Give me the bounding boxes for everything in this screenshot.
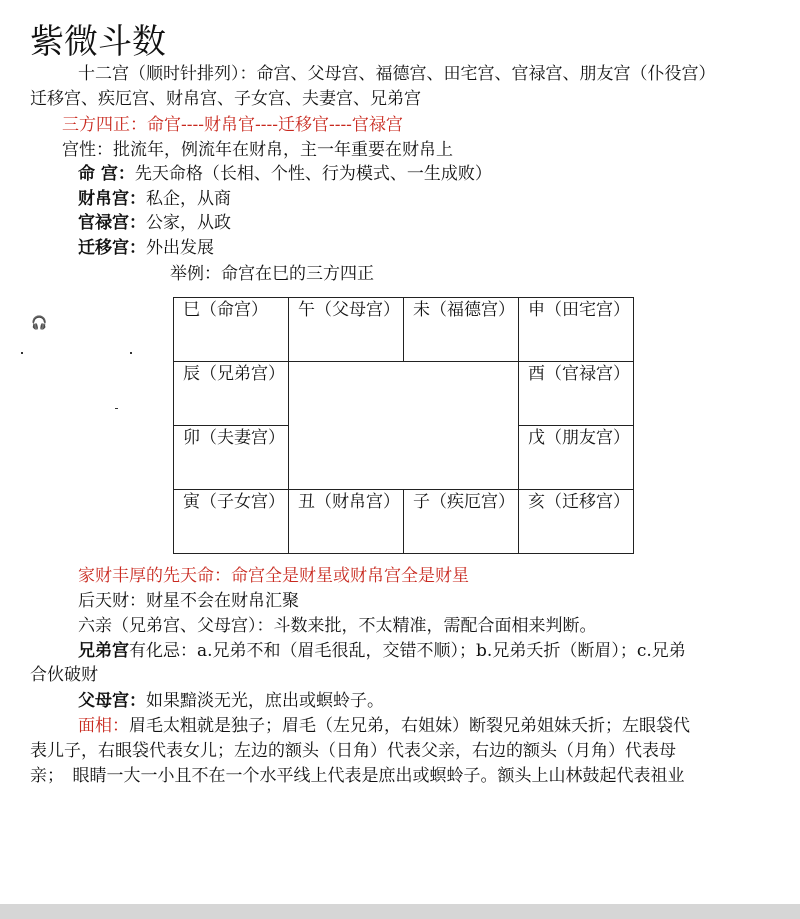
xiongdi-line1 — [78, 639, 686, 663]
def-caibo — [78, 187, 231, 211]
page-bottom-bar — [0, 904, 800, 919]
chart-cell-you: 酉（官禄宫） — [519, 362, 634, 426]
def-ming — [78, 162, 492, 186]
chart-cell-zi: 子（疾厄宫） — [404, 490, 519, 554]
gongxing-line: 宫性：批流年，例流年在财帛，主一年重要在财帛上 — [62, 140, 453, 160]
wealth-heading: 家财丰厚的先天命：命宫全是财星或财帛宫全是财星 — [78, 566, 469, 586]
headphones-icon: 🎧 — [31, 316, 48, 331]
def-term: 财帛宫： — [78, 189, 146, 209]
def-desc: 外出发展 — [146, 238, 214, 258]
liuqin-line: 六亲（兄弟宫、父母宫）：斗数来批，不太精准，需配合面相来判断。 — [78, 616, 597, 636]
chart-cell-mao: 卯（夫妻宫） — [174, 426, 289, 490]
mianxiang-line3: 亲； 眼睛一大一小且不在一个水平线上代表是庶出或螟蛉子。额头上山林鼓起代表祖业 — [30, 766, 685, 786]
palaces-intro-line2: 迁移宫、疾厄宫、财帛宫、子女宫、夫妻宫、兄弟宫 — [30, 89, 421, 109]
stray-dot — [21, 352, 23, 354]
stray-dot — [130, 352, 132, 354]
xiongdi-term: 兄弟宫 — [78, 641, 129, 661]
example-caption: 举例：命宫在巳的三方四正 — [170, 264, 374, 284]
fumu-term: 父母宫： — [78, 691, 146, 711]
def-qianyi — [78, 236, 214, 260]
chart-cell-wei: 未（福德宫） — [404, 298, 519, 362]
def-term: 命 宫： — [78, 164, 135, 184]
fumu-desc: 如果黯淡无光，庶出或螟蛉子。 — [146, 691, 384, 711]
chart-cell-chou: 丑（财帛宫） — [289, 490, 404, 554]
xiongdi-desc: 有化忌：a.兄弟不和（眉毛很乱，交错不顺）；b.兄弟夭折（断眉）；c.兄弟 — [129, 641, 686, 661]
sanfang-sizheng: 三方四正：命官----财帛官----迁移官----官禄宫 — [62, 115, 403, 135]
chart-center — [289, 362, 519, 490]
chart-cell-chen: 辰（兄弟宫） — [174, 362, 289, 426]
def-desc: 先天命格（长相、个性、行为模式、一生成败） — [134, 164, 492, 184]
chart-cell-yin: 寅（子女宫） — [174, 490, 289, 554]
palaces-intro-line1: 十二宫（顺时针排列）：命宫、父母宫、福德宫、田宅宫、官禄宫、朋友宫（仆役宫） — [78, 64, 716, 84]
palace-chart — [173, 297, 634, 554]
fumu-line — [78, 689, 384, 713]
chart-cell-si: 巳（命宫） — [174, 298, 289, 362]
mianxiang-term: 面相： — [78, 716, 129, 736]
def-desc: 公家，从政 — [146, 213, 231, 233]
mianxiang-desc: 眉毛太粗就是独子；眉毛（左兄弟，右姐妹）断裂兄弟姐妹夭折；左眼袋代 — [129, 716, 690, 736]
mianxiang-line1 — [78, 714, 690, 738]
chart-cell-hai: 亥（迁移宫） — [519, 490, 634, 554]
chart-cell-wu: 午（父母宫） — [289, 298, 404, 362]
def-guanlu — [78, 211, 231, 235]
def-term: 迁移宫： — [78, 238, 146, 258]
houtian-line: 后天财：财星不会在财帛汇聚 — [78, 591, 299, 611]
mianxiang-line2: 表儿子，右眼袋代表女儿；左边的额头（日角）代表父亲，右边的额头（月角）代表母 — [30, 741, 676, 761]
chart-cell-xu: 戊（朋友宫） — [519, 426, 634, 490]
def-term: 官禄宫： — [78, 213, 146, 233]
stray-dash — [115, 408, 118, 409]
chart-cell-shen: 申（田宅宫） — [519, 298, 634, 362]
def-desc: 私企，从商 — [146, 189, 231, 209]
xiongdi-line2: 合伙破财 — [30, 665, 98, 685]
page-title: 紫微斗数 — [30, 22, 166, 62]
